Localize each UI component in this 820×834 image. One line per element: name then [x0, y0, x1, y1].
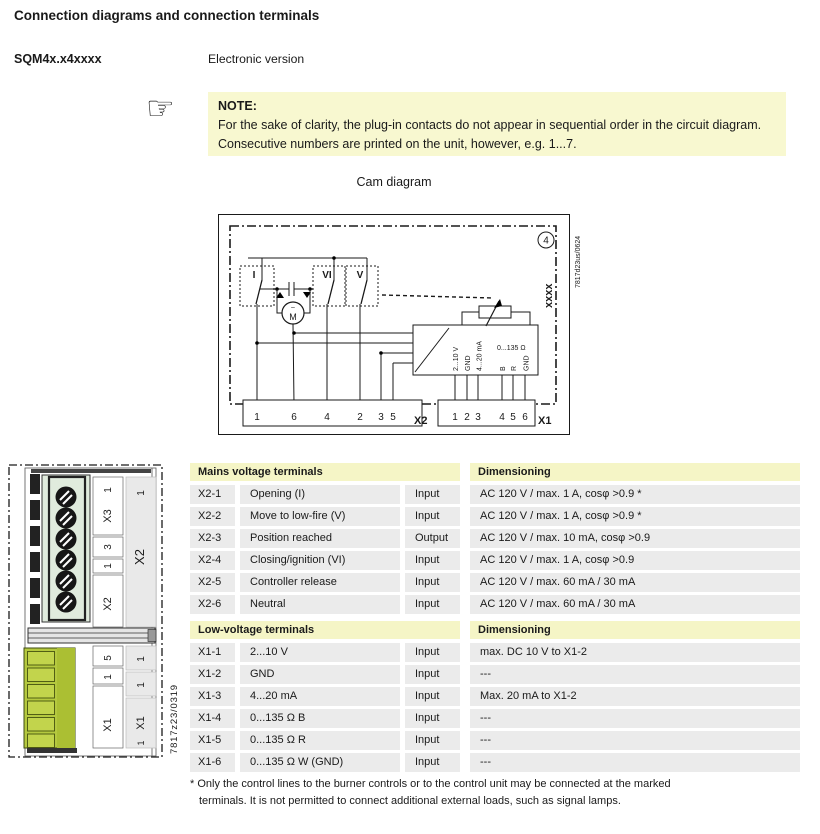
terminal-dimensioning: AC 120 V / max. 60 mA / 30 mA	[470, 595, 800, 614]
terminal-code: X1-6	[190, 753, 235, 772]
terminal-dimensioning: Max. 20 mA to X1-2	[470, 687, 800, 706]
terminal-function: 4...20 mA	[240, 687, 400, 706]
note-box	[208, 92, 786, 156]
junction-dot	[255, 341, 259, 345]
terminal-code: X2-5	[190, 573, 235, 592]
terminal-function: Opening (I)	[240, 485, 400, 504]
table-row	[190, 529, 802, 548]
x1-pin: 1	[452, 412, 458, 423]
housing-rail	[31, 469, 151, 473]
terminal-io: Input	[405, 551, 460, 570]
switch-label-VI: VI	[322, 270, 332, 281]
plug-label: 1	[136, 740, 146, 746]
plug-label: X1	[102, 718, 114, 732]
terminal-code: X2-3	[190, 529, 235, 548]
terminal-code: X2-1	[190, 485, 235, 504]
x2-pin: 2	[357, 412, 363, 423]
plug-label: X1	[135, 716, 147, 730]
note-title: NOTE:	[218, 99, 257, 113]
plug-label: 1	[136, 682, 147, 688]
table-header-dimensioning: Dimensioning	[470, 463, 800, 481]
module-pin-label: 4...20 mA	[476, 341, 484, 371]
terminal-code: X1-1	[190, 643, 235, 662]
junction-dot	[292, 331, 296, 335]
terminal-block-illustration	[5, 460, 185, 765]
figure-code: 7817d23us/0624	[575, 235, 582, 288]
terminal-function: Closing/ignition (VI)	[240, 551, 400, 570]
x1-pin: 5	[510, 412, 516, 423]
mechanical-link	[382, 295, 493, 298]
module-pin-label: R	[511, 365, 518, 371]
x2-pin: 5	[390, 412, 396, 423]
model-number: SQM4x.x4xxxx	[14, 52, 102, 66]
table-row	[190, 687, 802, 706]
footnote-marker: *	[190, 778, 195, 790]
wire-top-rail	[248, 258, 367, 280]
switch-blades	[256, 280, 367, 304]
module-pin-label: GND	[465, 355, 472, 371]
terminal-dimensioning: AC 120 V / max. 1 A, cosφ >0.9	[470, 551, 800, 570]
terminal-io: Input	[405, 643, 460, 662]
junction-dot	[332, 256, 336, 260]
plug-label: X2	[132, 549, 147, 565]
table-row	[190, 753, 802, 772]
wires-to-module	[257, 333, 413, 404]
module-pin-label: GND	[523, 355, 531, 371]
low-voltage-table	[190, 621, 802, 775]
terminal-function: 0...135 Ω B	[240, 709, 400, 728]
mains-voltage-table	[190, 463, 802, 617]
plug-label: X3	[102, 509, 114, 523]
motor-label: M	[289, 312, 297, 322]
plug-label: 1	[103, 487, 114, 493]
table-header-row	[190, 621, 802, 639]
module-pin-label: B	[500, 366, 507, 371]
terminal-code: X2-6	[190, 595, 235, 614]
terminal-dimensioning: ---	[470, 665, 800, 684]
table-row	[190, 551, 802, 570]
terminal-dimensioning: AC 120 V / max. 1 A, cosφ >0.9 *	[470, 485, 800, 504]
terminal-code: X2-2	[190, 507, 235, 526]
table-row	[190, 485, 802, 504]
table-row	[190, 573, 802, 592]
terminal-io: Input	[405, 595, 460, 614]
x2-pin: 4	[324, 412, 330, 423]
terminal-io: Input	[405, 573, 460, 592]
table-row	[190, 731, 802, 750]
terminal-dimensioning: ---	[470, 753, 800, 772]
connecting-rod	[28, 628, 156, 643]
page-title: Connection diagrams and connection terminals	[14, 8, 320, 23]
junction-dot	[379, 351, 383, 355]
x1-pin: 4	[499, 412, 505, 423]
terminal-code: X2-4	[190, 551, 235, 570]
table-row	[190, 507, 802, 526]
terminal-io: Input	[405, 485, 460, 504]
sheet-marker: 4	[543, 235, 549, 247]
figure-code: 7817z23/0319	[169, 684, 180, 754]
cam-diagram-caption: Cam diagram	[356, 175, 432, 189]
terminal-function: 0...135 Ω W (GND)	[240, 753, 400, 772]
terminal-dimensioning: AC 120 V / max. 1 A, cosφ >0.9 *	[470, 507, 800, 526]
x1-pin: 2	[464, 412, 470, 423]
x2-pin: 6	[291, 412, 297, 423]
cam-diagram	[218, 214, 590, 436]
plug-label: 3	[103, 544, 114, 550]
terminal-dimensioning: AC 120 V / max. 60 mA / 30 mA	[470, 573, 800, 592]
footnote-line1: * Only the control lines to the burner controls or to the control unit may be connected at the marked	[190, 778, 671, 790]
table-header-low-voltage: Low-voltage terminals	[190, 621, 460, 639]
pointing-hand-icon: ☞	[146, 90, 175, 126]
table-row	[190, 665, 802, 684]
plug-label: 1	[136, 490, 147, 496]
x1-pin: 6	[522, 412, 528, 423]
terminal-dimensioning: AC 120 V / max. 10 mA, cosφ >0.9	[470, 529, 800, 548]
table-row	[190, 709, 802, 728]
terminal-io: Input	[405, 709, 460, 728]
table-row	[190, 595, 802, 614]
terminal-code: X1-5	[190, 731, 235, 750]
terminal-io: Input	[405, 753, 460, 772]
terminal-code: X1-2	[190, 665, 235, 684]
plug-label: 1	[103, 563, 114, 569]
terminal-function: Move to low-fire (V)	[240, 507, 400, 526]
terminal-dimensioning: ---	[470, 709, 800, 728]
footnote-line2: terminals. It is not permitted to connect additional external loads, such as signal lamps.	[199, 795, 621, 807]
footnote	[190, 776, 810, 810]
x2-pin: 1	[254, 412, 260, 423]
terminal-code: X1-3	[190, 687, 235, 706]
table-header-row	[190, 463, 802, 481]
green-plug-connector	[24, 648, 77, 753]
x1-pin: 3	[475, 412, 481, 423]
terminal-io: Input	[405, 731, 460, 750]
terminal-function: Position reached	[240, 529, 400, 548]
module-resistance-range: 0...135 Ω	[497, 345, 526, 352]
plug-label: 1	[136, 656, 147, 662]
terminal-dimensioning: max. DC 10 V to X1-2	[470, 643, 800, 662]
x2-pin: 3	[378, 412, 384, 423]
plug-label: X2	[102, 597, 114, 611]
module-pin-label: 2...10 V	[453, 346, 460, 371]
wires-to-x2	[257, 304, 360, 404]
terminal-dimensioning: ---	[470, 731, 800, 750]
table-header-dimensioning: Dimensioning	[470, 621, 800, 639]
plug-label: 5	[103, 655, 114, 661]
terminal-function: 0...135 Ω R	[240, 731, 400, 750]
terminal-io: Output	[405, 529, 460, 548]
terminal-code: X1-4	[190, 709, 235, 728]
x1-label: X1	[538, 415, 552, 427]
switch-label-V: V	[356, 270, 364, 281]
plug-label: 1	[103, 674, 114, 680]
terminal-function: GND	[240, 665, 400, 684]
note-text: For the sake of clarity, the plug-in contacts do not appear in sequential order in the circuit diagram. Consecutive numbers are printed on the unit, however, e.g. 1...7.	[218, 117, 762, 151]
terminal-io: Input	[405, 687, 460, 706]
table-header-mains: Mains voltage terminals	[190, 463, 460, 481]
table-row	[190, 643, 802, 662]
terminal-io: Input	[405, 665, 460, 684]
variant-label: Electronic version	[208, 52, 305, 66]
motor-ac-mark: ~	[290, 303, 296, 312]
x2-label: X2	[414, 415, 428, 427]
terminal-function: Neutral	[240, 595, 400, 614]
type-placeholder: xxxx	[543, 283, 555, 308]
terminal-function: 2...10 V	[240, 643, 400, 662]
terminal-function: Controller release	[240, 573, 400, 592]
switch-label-I: I	[252, 270, 256, 281]
terminal-io: Input	[405, 507, 460, 526]
